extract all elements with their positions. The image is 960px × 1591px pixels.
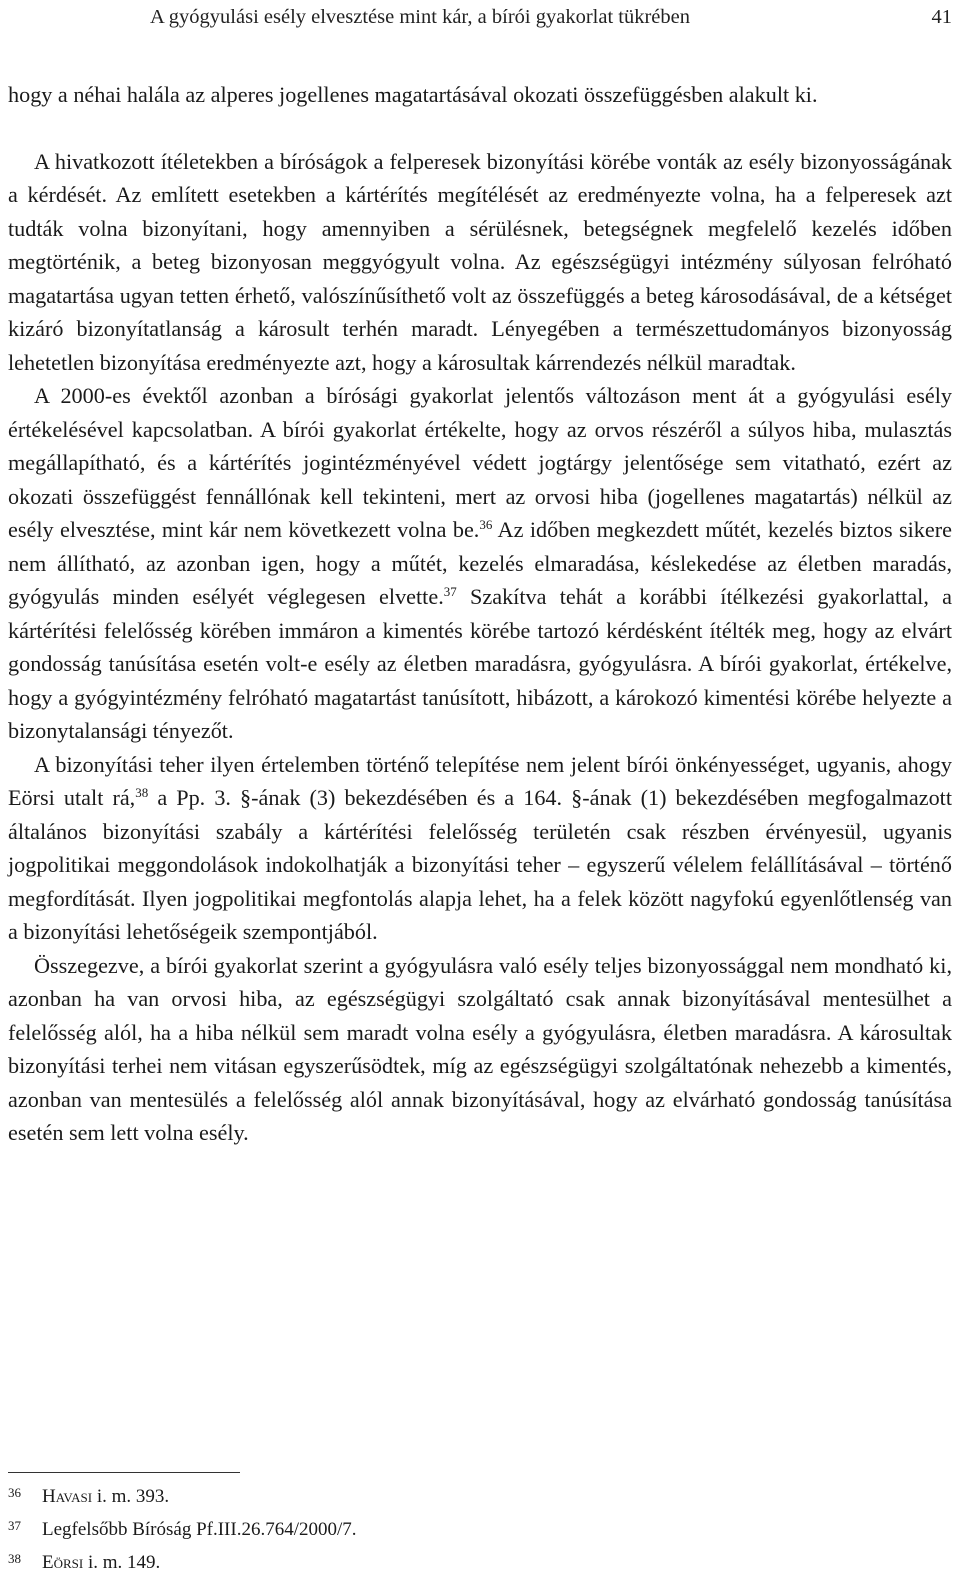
paragraph-2: A hivatkozott ítéletekben a bíróságok a felperesek bizonyítási körébe vonták az esély bizonyosságának a kérdését. Az említett esetekben a kártérítés megítélését az eredményezte volna, ha a felperesek azt tudták volna bizonyítani, hogy amennyiben a sérülésnek, betegségnek megfelelő kezelés időben megtörténik, a beteg bizonyosan meggyógyult volna. Az egészségügyi intézmény súlyosan felróható magatartása ugyan tetten érhető, valószínűsíthető volt az összefüggés a beteg károsodásával, de a kétséget kizáró bizonyítatlanság a károsult terhén maradt. Lényegében a természettudományos bizonyosság lehetetlen bizonyítása eredményezte azt, hogy a károsultak kárrendezés nélkül maradtak. [8,148,952,375]
running-header [150,2,952,32]
footnote-ref-36[interactable]: 36 [479,517,493,532]
footnotes [8,1482,708,1581]
running-title: A gyógyulási esély elvesztése mint kár, a bírói gyakorlat tükrében [150,6,690,28]
footnote-38 [8,1548,708,1581]
paragraph-3-part-b: Az időben megkezdett műtét, kezelés biztos sikere nem állítható, az azonban igen, hogy a műtét, kezelés elmaradása, késlekedése az életben maradás, gyógyulás minden esélyét véglegesen elvette. [8,517,952,609]
paragraph-1: hogy a néhai halála az alperes jogellenes magatartásával okozati összefüggésben alakult ki. [8,82,818,107]
paragraph-4 [8,748,952,949]
footnote-ref-37[interactable]: 37 [443,584,457,599]
footnote-citation: i. m. 149. [83,1552,161,1573]
paragraph-3 [8,379,952,748]
footnote-divider [8,1472,240,1473]
paragraph-5: Összegezve, a bírói gyakorlat szerint a gyógyulásra való esély teljes bizonyossággal nem mondható ki, azonban ha van orvosi hiba, az egészségügyi szolgáltató csak annak bizonyításával mentesülhet a felelősség alól, ha a hiba nélkül sem maradt volna esély a gyógyulásra, életben maradásra. A károsultak bizonyítási terhei nem vitásan egyszerűsödtek, míg az egészségügyi szolgáltatónak nehezebb a kimentés, azonban van mentesülés a felelősség alól annak bizonyításával, hogy az elvárható gondosság tanúsítása esetén sem lett volna esély. [8,952,952,1145]
footnote-37 [8,1515,708,1548]
footnote-citation: i. m. 393. [92,1486,170,1507]
footnote-author: Eörsi [42,1552,84,1573]
footnote-36 [8,1482,708,1515]
footnote-number: 36 [8,1485,21,1500]
footnote-number: 38 [8,1551,21,1566]
main-text [8,78,952,1150]
paragraph-3-part-c: Szakítva tehát a korábbi ítélkezési gyakorlattal, a kártérítési felelősség körében immáron a kimentés körébe tartozó kérdésként ítélték meg, hogy az elvárt gondosság tanúsítása esetén volt-e esély az életben maradásra, gyógyulásra. A bírói gyakorlat, értékelve, hogy a gyógyintézmény felróható magatartást tanúsított, hibázott, a károkozó kimentési körébe helyezte a bizonytalansági tényezőt. [8,584,953,743]
footnote-author: Havasi [42,1486,93,1507]
paragraph-4-part-b: a Pp. 3. §-ának (3) bekezdésében és a 164. §-ának (1) bekezdésében megfogalmazott általános bizonyítási szabály a kártérítési felelősség területén csak részben érvényesül, ugyanis jogpolitikai meggondolások indokolhatják a bizonyítási teher – egyszerű vélelem felállításával – történő megfordítását. Ilyen jogpolitikai megfontolás alapja lehet, ha a felek között nagyfokú egyenlőtlenség van a bizonyítási lehetőségeik szempontjából. [8,785,952,944]
footnote-citation: Legfelsőbb Bíróság Pf.III.26.764/2000/7. [42,1519,357,1540]
footnote-ref-38[interactable]: 38 [135,785,149,800]
page-number: 41 [931,6,952,28]
footnote-number: 37 [8,1518,21,1533]
paragraph-4-part-a: A bizonyítási teher ilyen értelemben történő telepítése nem jelent bírói önkényességet, ugyanis, ahogy Eörsi utalt rá, [8,751,952,810]
footnote-text [42,1548,160,1578]
footnote-text [42,1515,357,1545]
paragraph-3-part-a: A 2000-es évektől azonban a bírósági gyakorlat jelentős változáson ment át a gyógyulási esély értékelésével kapcsolatban. A bírói gyakorlat értékelte, hogy az orvos részéről a súlyos hiba, mulasztás megállapítható, és a kártérítés jogintézményével védett jogtárgy jelentősége sem vitatható, ezért az okozati összefüggést fennállónak kell tekinteni, mert az orvosi hiba (jogellenes magatartás) nélkül az esély elvesztése, mint kár nem következett volna be. [8,383,952,542]
footnote-text [42,1482,169,1512]
